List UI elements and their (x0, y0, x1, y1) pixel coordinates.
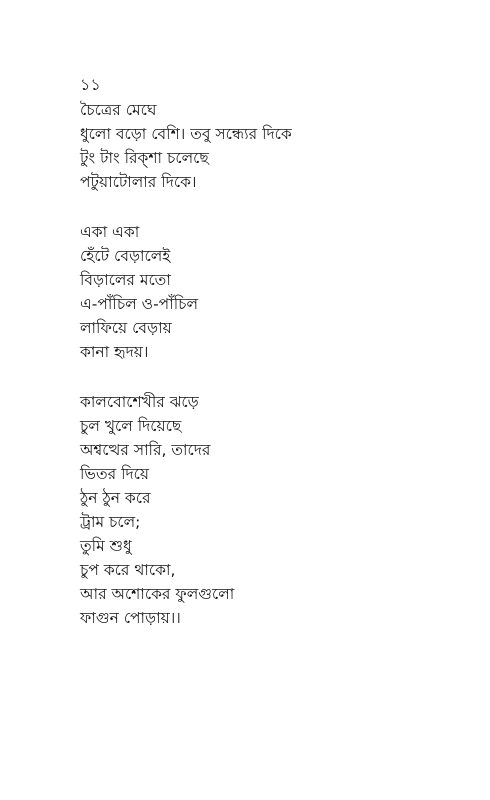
poem-line: অশ্বত্থের সারি, তাদের (80, 441, 211, 459)
poem-line: ঠুন ঠুন করে (80, 489, 151, 507)
poem-line: কালবোশেখীর ঝড়ে (80, 393, 199, 411)
poem-line: পটুয়াটোলার দিকে। (80, 173, 197, 191)
poem-line: ধুলো বড়ো বেশি। তবু সন্ধ্যের দিকে (80, 125, 292, 143)
poem-line: ভিতর দিয়ে (80, 465, 150, 483)
stanza-2 (80, 220, 460, 364)
poem-line: আর অশোকের ফুলগুলো (80, 585, 235, 603)
poem-line: চুপ করে থাকো, (80, 561, 176, 579)
poem-line: কানা হৃদয়। (80, 343, 149, 361)
poem-line: লাফিয়ে বেড়ায় (80, 319, 172, 337)
stanza-1 (80, 98, 460, 194)
poem-number: ১১ (80, 75, 101, 94)
poem-line: চৈত্রের মেঘে (80, 101, 157, 119)
poem-line: টুং টাং রিক্‌শা চলেছে (80, 149, 209, 167)
poem-line: চুল খুলে দিয়েছে (80, 417, 182, 435)
poem-line: তুমি শুধু (80, 537, 132, 555)
poem-line: এ-পাঁচিল ও-পাঁচিল (80, 295, 199, 313)
poem-line: ফাগুন পোড়ায়।। (80, 609, 181, 627)
poem-line: হেঁটে বেড়ালেই (80, 247, 171, 265)
poem-line: একা একা (80, 223, 140, 241)
poem-line: বিড়ালের মতো (80, 271, 171, 289)
stanza-3 (80, 390, 460, 630)
poem-line: ট্রাম চলে; (80, 513, 141, 531)
poem (80, 74, 460, 630)
